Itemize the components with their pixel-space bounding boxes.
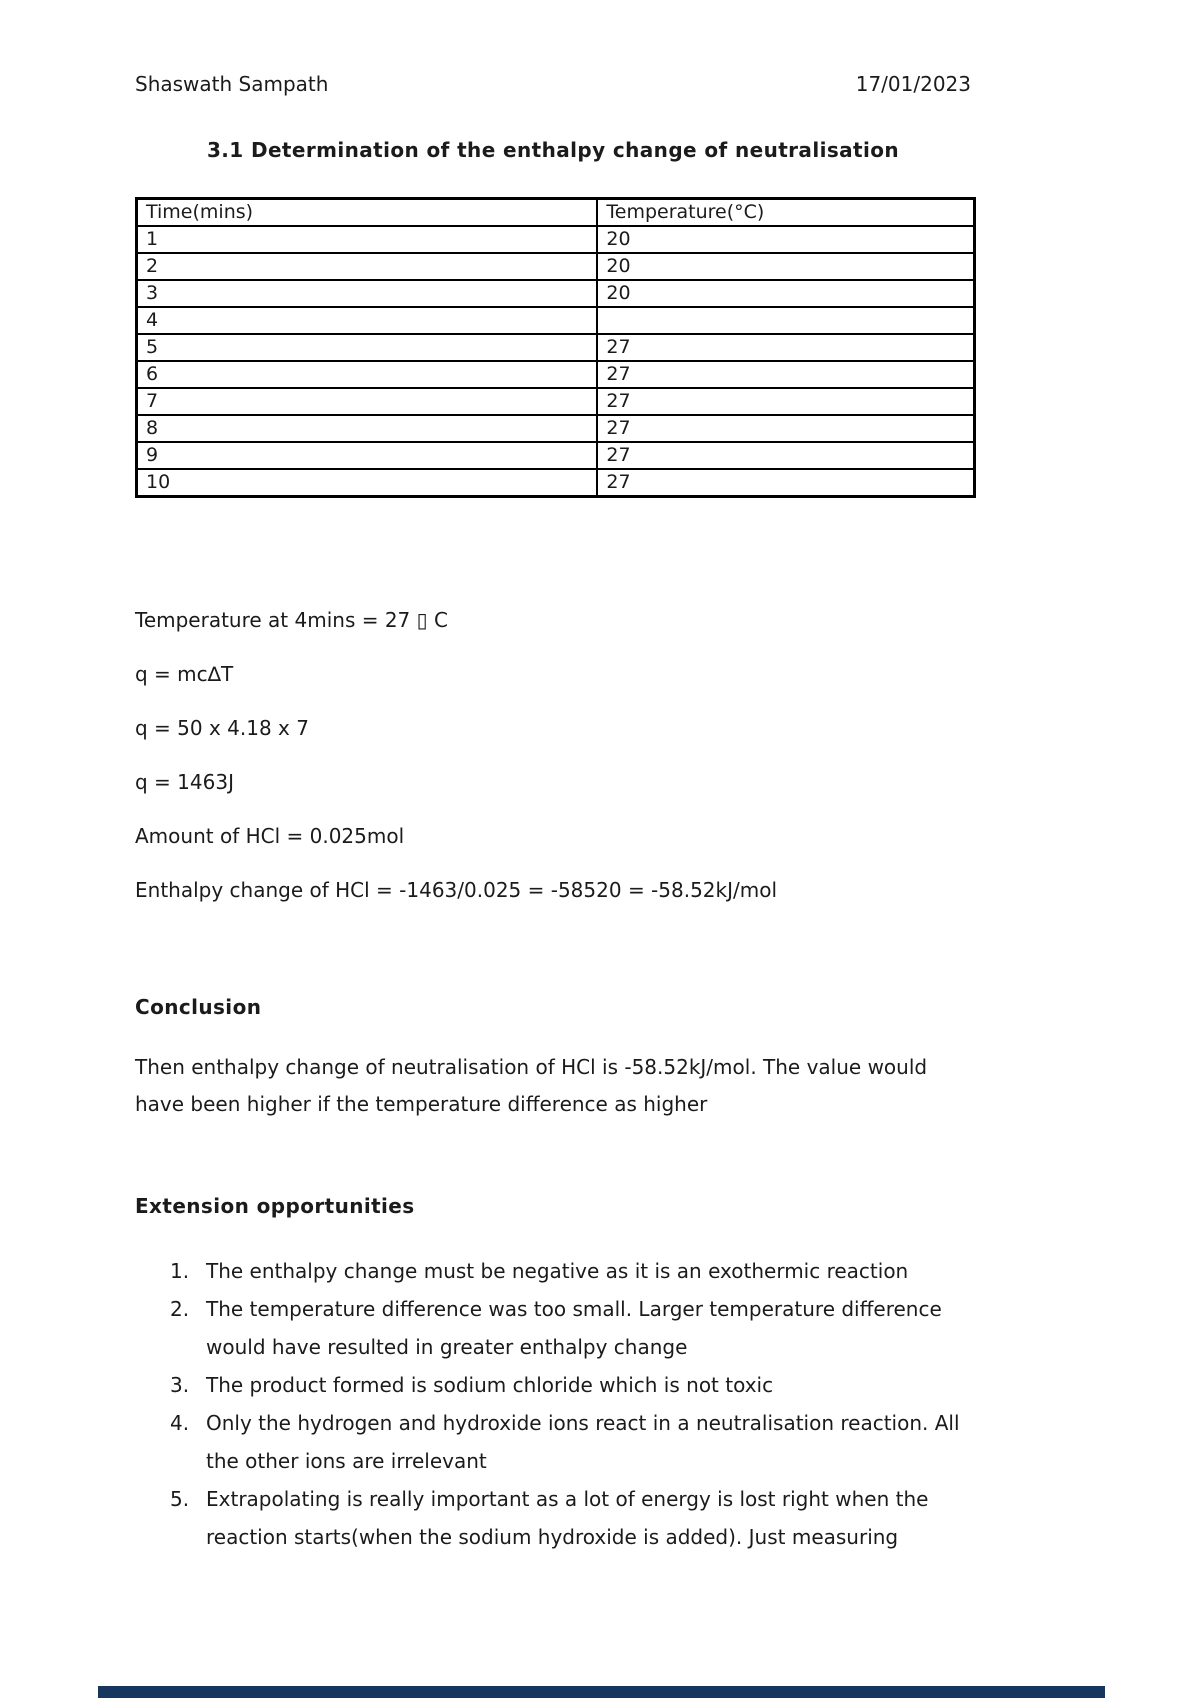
table-row bbox=[137, 469, 975, 497]
table-cell: 3 bbox=[137, 280, 598, 307]
list-item-line: would have resulted in greater enthalpy change bbox=[206, 1335, 688, 1359]
calculations-block bbox=[135, 608, 1065, 932]
table-cell: 27 bbox=[597, 442, 974, 469]
table-cell: 20 bbox=[597, 280, 974, 307]
list-item-line: The enthalpy change must be negative as it is an exothermic reaction bbox=[206, 1259, 909, 1283]
list-item-line: The temperature difference was too small. Larger temperature difference bbox=[206, 1297, 942, 1321]
calculation-line: Temperature at 4mins = 27 ▯ C bbox=[135, 608, 448, 632]
calculation-line: q = 50 x 4.18 x 7 bbox=[135, 716, 309, 740]
table-cell: 5 bbox=[137, 334, 598, 361]
document-header bbox=[135, 72, 971, 96]
calculation-line: Enthalpy change of HCl = -1463/0.025 = -58520 = -58.52kJ/mol bbox=[135, 878, 778, 902]
table-cell: 7 bbox=[137, 388, 598, 415]
table-row bbox=[137, 280, 975, 307]
footer-bar bbox=[98, 1686, 1105, 1698]
table-cell: 8 bbox=[137, 415, 598, 442]
table-row bbox=[137, 334, 975, 361]
author-name: Shaswath Sampath bbox=[135, 72, 329, 96]
list-item-text bbox=[206, 1404, 1100, 1480]
list-item-text bbox=[206, 1252, 1100, 1290]
column-header-time: Time(mins) bbox=[137, 199, 598, 227]
conclusion-line: Then enthalpy change of neutralisation of HCl is -58.52kJ/mol. The value would bbox=[135, 1055, 928, 1079]
list-item-line: the other ions are irrelevant bbox=[206, 1449, 487, 1473]
conclusion-line: have been higher if the temperature difference as higher bbox=[135, 1092, 708, 1116]
list-item-line: The product formed is sodium chloride which is not toxic bbox=[206, 1373, 774, 1397]
table-cell: 27 bbox=[597, 334, 974, 361]
list-item-line: Extrapolating is really important as a lot of energy is lost right when the bbox=[206, 1487, 929, 1511]
calculation-line: q = mc∆T bbox=[135, 662, 234, 686]
table-row bbox=[137, 388, 975, 415]
table-row bbox=[137, 361, 975, 388]
table-cell: 10 bbox=[137, 469, 598, 497]
list-item-text bbox=[206, 1366, 1100, 1404]
document-date: 17/01/2023 bbox=[855, 72, 971, 96]
table-body bbox=[137, 226, 975, 497]
list-item-number: 2. bbox=[170, 1297, 190, 1321]
table-cell: 27 bbox=[597, 388, 974, 415]
list-item-number: 5. bbox=[170, 1487, 190, 1511]
list-item-line: reaction starts(when the sodium hydroxide is added). Just measuring bbox=[206, 1525, 899, 1549]
extension-list bbox=[170, 1252, 1100, 1556]
table-cell: 6 bbox=[137, 361, 598, 388]
table-row bbox=[137, 253, 975, 280]
list-item-number: 4. bbox=[170, 1411, 190, 1435]
list-item bbox=[170, 1404, 1100, 1480]
calculation-line: q = 1463J bbox=[135, 770, 234, 794]
conclusion-paragraph bbox=[135, 1049, 1080, 1123]
list-item-number: 1. bbox=[170, 1259, 190, 1283]
table-header-row bbox=[137, 199, 975, 227]
list-item-number: 3. bbox=[170, 1373, 190, 1397]
list-item-text bbox=[206, 1480, 1100, 1556]
table-cell bbox=[597, 307, 974, 334]
table-row bbox=[137, 307, 975, 334]
extension-heading: Extension opportunities bbox=[135, 1194, 415, 1218]
calculation-line: Amount of HCl = 0.025mol bbox=[135, 824, 405, 848]
table-cell: 4 bbox=[137, 307, 598, 334]
conclusion-heading: Conclusion bbox=[135, 995, 262, 1019]
table-cell: 27 bbox=[597, 469, 974, 497]
table-row bbox=[137, 442, 975, 469]
table-cell: 20 bbox=[597, 253, 974, 280]
table-cell: 1 bbox=[137, 226, 598, 253]
list-item-text bbox=[206, 1290, 1100, 1366]
table-row bbox=[137, 226, 975, 253]
table-row bbox=[137, 415, 975, 442]
page-title: 3.1 Determination of the enthalpy change of neutralisation bbox=[206, 138, 900, 162]
table-cell: 27 bbox=[597, 361, 974, 388]
list-item-line: Only the hydrogen and hydroxide ions react in a neutralisation reaction. All bbox=[206, 1411, 960, 1435]
table-cell: 9 bbox=[137, 442, 598, 469]
temperature-table bbox=[135, 197, 976, 498]
list-item bbox=[170, 1366, 1100, 1404]
list-item bbox=[170, 1290, 1100, 1366]
table-cell: 27 bbox=[597, 415, 974, 442]
list-item bbox=[170, 1480, 1100, 1556]
column-header-temperature: Temperature(°C) bbox=[597, 199, 974, 227]
list-item bbox=[170, 1252, 1100, 1290]
table-cell: 2 bbox=[137, 253, 598, 280]
table-cell: 20 bbox=[597, 226, 974, 253]
